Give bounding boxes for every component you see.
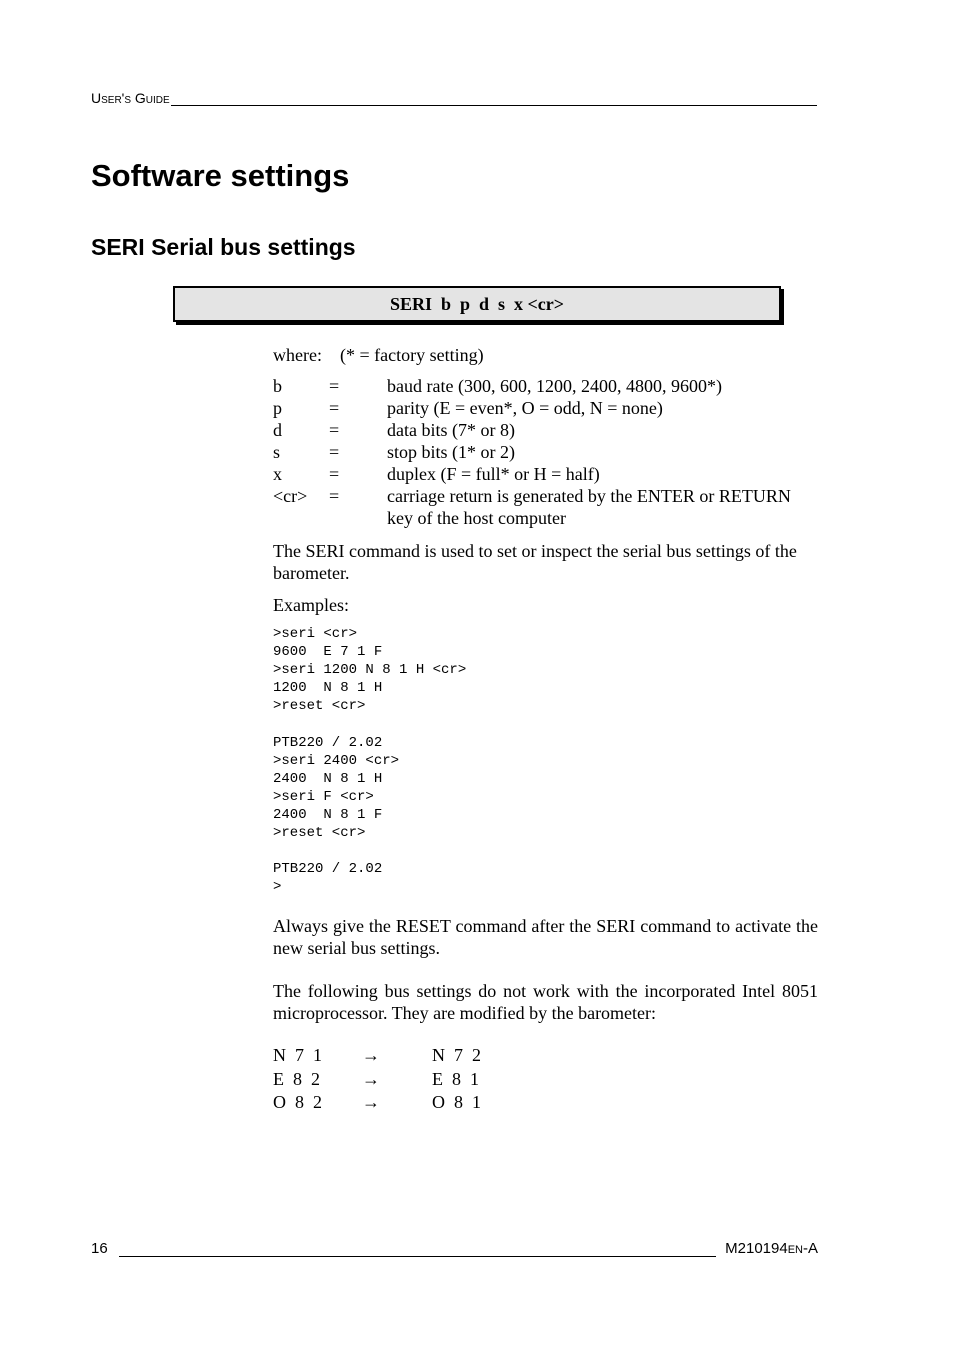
- code-line: PTB220 / 2.02: [273, 861, 383, 878]
- code-line: 2400 N 8 1 H: [273, 770, 383, 787]
- document-id: [725, 1240, 818, 1257]
- parameter-row: [273, 419, 818, 441]
- parameter-row: [273, 441, 818, 463]
- conversion-from: E 8 2: [273, 1068, 320, 1089]
- parameter-equals: =: [329, 420, 340, 440]
- header-rule: [171, 91, 817, 106]
- parameter-equals: =: [329, 486, 340, 506]
- parameter-description: carriage return is generated by the ENTER or RETURN key of the host computer: [387, 486, 791, 528]
- code-line: PTB220 / 2.02: [273, 734, 383, 751]
- code-line: >seri 1200 N 8 1 H <cr>: [273, 662, 467, 679]
- parameter-equals: =: [329, 442, 340, 462]
- where-line: where: (* = factory setting): [273, 345, 484, 365]
- intro-paragraph: The SERI command is used to set or inspect the serial bus settings of the barometer.: [273, 541, 797, 583]
- document-id-language: en: [787, 1240, 803, 1257]
- conversion-to: O 8 1: [432, 1092, 481, 1112]
- page-footer: [91, 1240, 818, 1257]
- conversion-row: [273, 1091, 481, 1115]
- code-line: 9600 E 7 1 F: [273, 644, 383, 661]
- conversion-to: E 8 1: [432, 1068, 479, 1089]
- parameter-key: p: [273, 398, 282, 418]
- right-arrow-icon: →: [362, 1092, 380, 1112]
- footer-rule: [119, 1242, 716, 1257]
- parameter-row: [273, 463, 818, 485]
- parameter-row: [273, 397, 818, 419]
- parameter-description: duplex (F = full* or H = half): [387, 464, 600, 484]
- conversion-row: [273, 1044, 481, 1068]
- conversion-from: N 7 1: [273, 1045, 322, 1065]
- bus-settings-note-paragraph: The following bus settings do not work with the incorporated Intel 8051 microprocessor. They are modified by the barometer:: [273, 981, 818, 1023]
- code-line: [273, 715, 466, 733]
- parameter-row: [273, 485, 818, 529]
- reset-note-paragraph: Always give the RESET command after the SERI command to activate the new serial bus settings.: [273, 916, 818, 958]
- parameter-key: d: [273, 420, 282, 440]
- parameter-description: data bits (7* or 8): [387, 420, 515, 440]
- document-id-main: M210194: [725, 1240, 788, 1257]
- parameter-equals: =: [329, 398, 340, 418]
- running-header-title: User's Guide: [91, 90, 170, 106]
- parameter-key: b: [273, 376, 282, 396]
- parameter-description: stop bits (1* or 2): [387, 442, 515, 462]
- code-line: >seri 2400 <cr>: [273, 752, 400, 769]
- code-line: >seri <cr>: [273, 626, 358, 642]
- running-header: [91, 90, 817, 106]
- command-syntax-box: SERI b p d s x <cr>: [173, 286, 781, 322]
- examples-label: Examples:: [273, 595, 349, 615]
- code-example: [273, 625, 466, 896]
- page-number: 16: [91, 1240, 108, 1257]
- document-id-revision: -A: [803, 1240, 818, 1257]
- section-title: SERI Serial bus settings: [91, 234, 356, 260]
- parameter-equals: =: [329, 464, 340, 484]
- conversion-from: O 8 2: [273, 1092, 322, 1112]
- code-line: >seri F <cr>: [273, 788, 374, 805]
- parameter-key: x: [273, 464, 282, 484]
- parameter-key: s: [273, 442, 281, 462]
- code-line: >: [273, 879, 282, 896]
- parameter-description: parity (E = even*, O = odd, N = none): [387, 398, 663, 418]
- parameter-row: [273, 375, 818, 397]
- parameter-equals: =: [329, 376, 340, 396]
- code-line: 2400 N 8 1 F: [273, 806, 383, 823]
- right-arrow-icon: →: [362, 1045, 380, 1065]
- parameter-list: [273, 375, 818, 529]
- code-line: 1200 N 8 1 H: [273, 680, 383, 697]
- conversion-to: N 7 2: [432, 1045, 481, 1065]
- conversion-table: [273, 1044, 481, 1115]
- code-line: >reset <cr>: [273, 825, 366, 842]
- code-line: [273, 842, 466, 860]
- code-line: >reset <cr>: [273, 698, 366, 715]
- page-title: Software settings: [91, 158, 350, 193]
- parameter-key: <cr>: [273, 486, 308, 506]
- conversion-row: [273, 1068, 481, 1092]
- parameter-description: baud rate (300, 600, 1200, 2400, 4800, 9600*): [387, 376, 722, 396]
- right-arrow-icon: →: [362, 1068, 380, 1089]
